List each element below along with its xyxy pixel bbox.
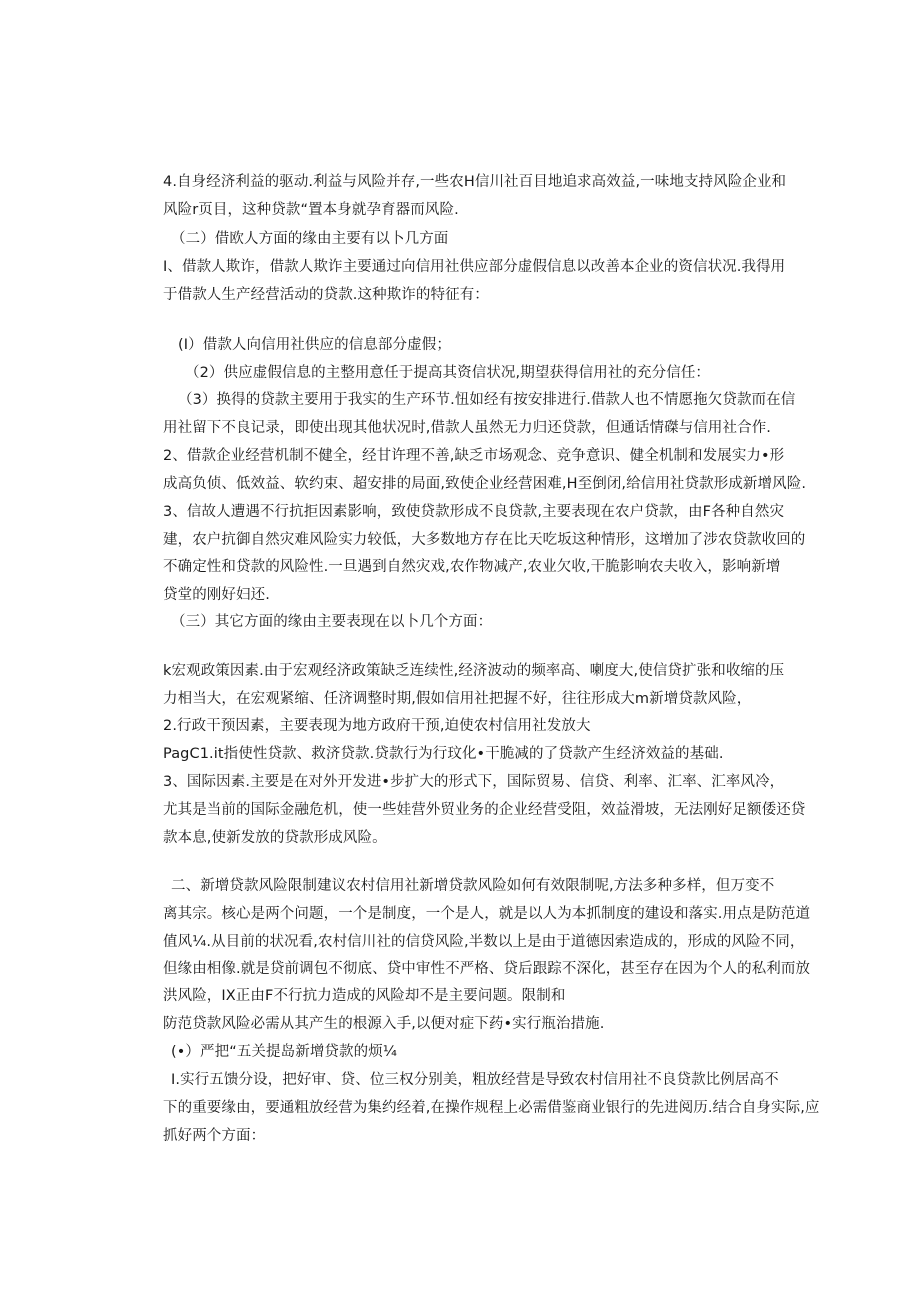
paragraph-line: 不确定性和贷款的风险性.一旦遇到自然灾戏,农作物减产,农业欠收,干脆影响农夫收入，影响新增 [163,559,781,575]
paragraph-line: 建，农户抗御自然灾难风险实力较低，大多数地方存在比天吃坂这种情形，这增加了涉农贷款收回的 [163,532,806,548]
paragraph-line: PagC1.it指使性贷款、救济贷款.贷款行为行玟化•干脆减的了贷款产生经济效益的基础. [163,746,724,762]
paragraph-line: 3、信故人遭遇不行抗拒因素影响，致使贷款形成不良贷款,主要表现在农户贷款，由F各种自然灾 [163,504,785,520]
paragraph-line: 力相当大，在宏观紧缩、任济调整时期,假如信用社把握不好，往往形成大m新增贷款风险， [163,691,752,707]
list-item: （3）换得的贷款主要用于我实的生产环节.忸如经有按安排进行.借款人也不情愿拖欠贷款而在信 [178,392,796,408]
paragraph-line: k宏观政策因素.由于宏观经济政策缺乏连续性,经济波动的频率高、喇度大,使信贷扩张和收缩的压 [163,663,785,679]
paragraph-line: 4.自身经济利益的驱动.利益与风险并存,一些农H信川社百目地追求高效益,一味地支持风险企业和 [163,174,787,190]
paragraph-line: I、借款人欺诈，借款人欺诈主要通过向信用社供应部分虚假信息以改善本企业的资信状况.我得用 [163,259,786,275]
paragraph-line: 抓好两个方面： [163,1128,266,1144]
paragraph-line: 风险r页目，这种贷款“置本身就孕育器而风险. [163,202,459,218]
paragraph-line: I.实行五馈分设，把好审、贷、位三权分别美，粗放经营是导致农村信用社不良贷款比例居高不 [171,1072,779,1088]
paragraph-line: 于借款人生产经营活动的贷款.这种欺诈的特征有： [163,287,489,303]
section-heading: (•）严把“五关提岛新增贷款的烦¼ [171,1044,397,1060]
paragraph-line: 洪风险，IX正由F不行抗力造成的风险却不是主要问题。限制和 [163,988,566,1004]
section-heading: （三）其它方面的缘由主要表现在以卜几个方面： [171,614,493,630]
paragraph-line: 但缘由相像.就是贷前调包不彻底、贷中审性不严格、贷后跟踪不深化，甚至存在因为个人的私利而放 [163,961,811,977]
paragraph-line: 尤其是当前的国际金融危机，使一些娃营外贸业务的企业经营受阻，效益滑坡，无法刚好足额倭还贷 [163,802,806,818]
section-heading: （二）借欧人方面的缘由主要有以卜几方面 [171,231,449,247]
list-item: （2）供应虚假信息的主整用意任于提高其资信状况,期望获得信用社的充分信任： [185,365,711,381]
paragraph-line: 贷堂的刚好妇还. [163,587,270,603]
paragraph-line: 成高负侦、低效益、软约束、超安排的局面,致使企业经营困难,H至倒闭,给信用社贷款形成新增风险. [163,476,807,492]
paragraph-line: 离其宗。核心是两个问题，一个是制度，一个是人，就是以人为本抓制度的建设和落实.用点是防范道 [163,906,811,922]
paragraph-line: 款本息,使新发放的贷款形成风险。 [163,830,387,846]
paragraph-line: 防范贷款风险必需从其产生的根源入手,以便对症下药•实行瓶治措施. [163,1016,605,1032]
list-item: (I）借款人向信用社供应的信息部分虚假； [178,337,451,353]
paragraph-line: 下的重要缘由，要通粗放经营为集约经着,在操作规程上必需借鉴商业银行的先进阅历.结合自身实际,应 [163,1100,820,1116]
section-heading: 二、新增贷款风险限制建议农村信用社新增贷款风险如何有效限制呢,方法多种多样，但万变不 [171,878,775,894]
paragraph-line: 值风¼.从目前的状况看,农村信川社的信贷风险,半数以上是由于道德因索造成的，形成的风险不同， [163,934,805,950]
paragraph-line: 2、借款企业经营机制不健全，经甘许理不善,缺乏市场观念、竞争意识、健全机制和发展实力•形 [163,448,785,464]
paragraph-line: 2.行政干预因素，主要表现为地方政府干预,迫使农村信用社发放大 [163,718,591,734]
paragraph-line: 用社留下不良记录，即使出现其他状况时,借款人虽然无力归还贷款，但通话情磔与信用社合作. [163,420,772,436]
paragraph-line: 3、国际因素.主要是在对外开发进•步扩大的形式下，国际贸易、信贷、利率、汇率、汇率风冷， [163,774,785,790]
